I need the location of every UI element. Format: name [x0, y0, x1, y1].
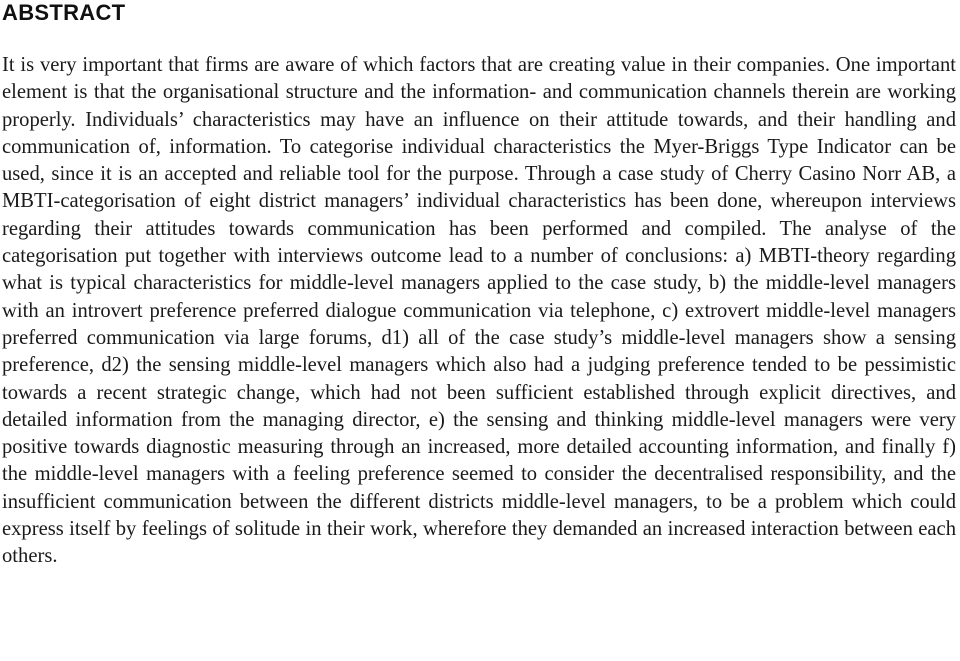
section-heading: ABSTRACT — [2, 0, 126, 25]
abstract-paragraph: It is very important that firms are aware of which factors that are creating value in their companies. One important element is that the organisational structure and the information- and communication channels therein are working properly. Individuals’ characteristics may have an influence on their attitude towards, and their handling and communication of, information. To categorise individual characteristics the Myer-Briggs Type Indicator can be used, since it is an accepted and reliable tool for the purpose. Through a case study of Cherry Casino Norr AB, a MBTI-categorisation of eight district managers’ individual characteristics has been done, whereupon interviews regarding their attitudes towards communication has been performed and compiled. The analyse of the categorisation put together with interviews outcome lead to a number of conclusions: a) MBTI-theory regarding what is typical characteristics for middle-level managers applied to the case study, b) the middle-level managers with an introvert preference preferred dialogue communication via telephone, c) extrovert middle-level managers preferred communication via large forums, d1) all of the case study’s middle-level managers show a sensing preference, d2) the sensing middle-level managers which also had a judging preference tended to be pessimistic towards a recent strategic change, which had not been sufficient established through explicit directives, and detailed information from the managing director, e) the sensing and thinking middle-level managers were very positive towards diagnostic measuring through an increased, more detailed accounting information, and finally f) the middle-level managers with a feeling preference seemed to consider the decentralised responsibility, and the insufficient communication between the different districts middle-level managers, to be a problem which could express itself by feelings of solitude in their work, wherefore they demanded an increased interaction between each others. — [2, 54, 956, 568]
